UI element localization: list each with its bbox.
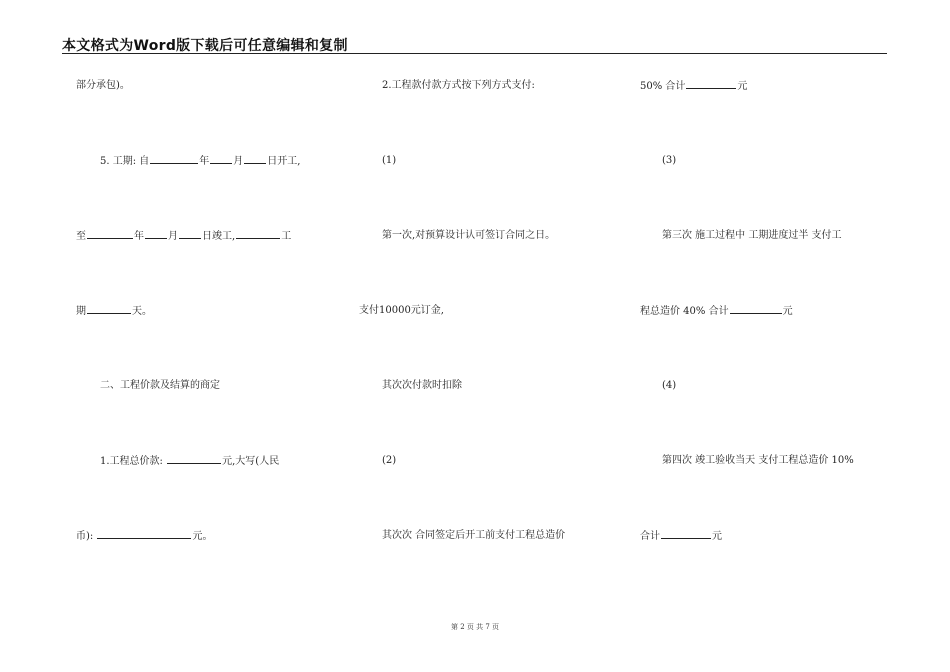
col2-line5: 其次次付款时扣除 [382,380,462,391]
document-header-title: 本文格式为Word版下载后可任意编辑和复制 [62,38,348,54]
col3-line5: (4) [662,380,677,391]
col2-line3: 第一次,对预算设计认可签订合同之日。 [382,230,556,241]
col3-line3: 第三次 施工过程中 工期进度过半 支付工 [662,230,842,241]
col2-line2: (1) [382,155,397,166]
col3-line4: 程总造价 40% 合计 元 [640,306,793,317]
page-number: 第 2 页 共 7 页 [450,623,500,631]
col1-line3: 至 年 月 日竣工, 工 [76,231,292,242]
col3-line1: 50% 合计 元 [640,81,748,92]
col2-line6: (2) [382,455,397,466]
col1-line4: 期 天。 [76,306,152,317]
col1-line7: 币): 元。 [76,531,213,542]
col2-line7: 其次次 合同签定后开工前支付工程总造价 [382,530,566,541]
col1-line6: 1.工程总价款: 元,大写(人民 [100,456,280,467]
col1-section-heading: 二、工程价款及结算的商定 [100,380,220,391]
header-rule [62,53,887,54]
col3-line2: (3) [662,155,677,166]
col1-line2: 5. 工期: 自 年 月 日开工, [100,156,301,167]
col1-line1: 部分承包)。 [76,80,130,91]
col3-line7: 合计 元 [640,531,722,542]
col2-line1: 2.工程款付款方式按下列方式支付: [382,80,535,91]
col3-line6: 第四次 竣工验收当天 支付工程总造价 10% [662,455,854,466]
col2-line4: 支付10000元订金, [359,305,444,316]
